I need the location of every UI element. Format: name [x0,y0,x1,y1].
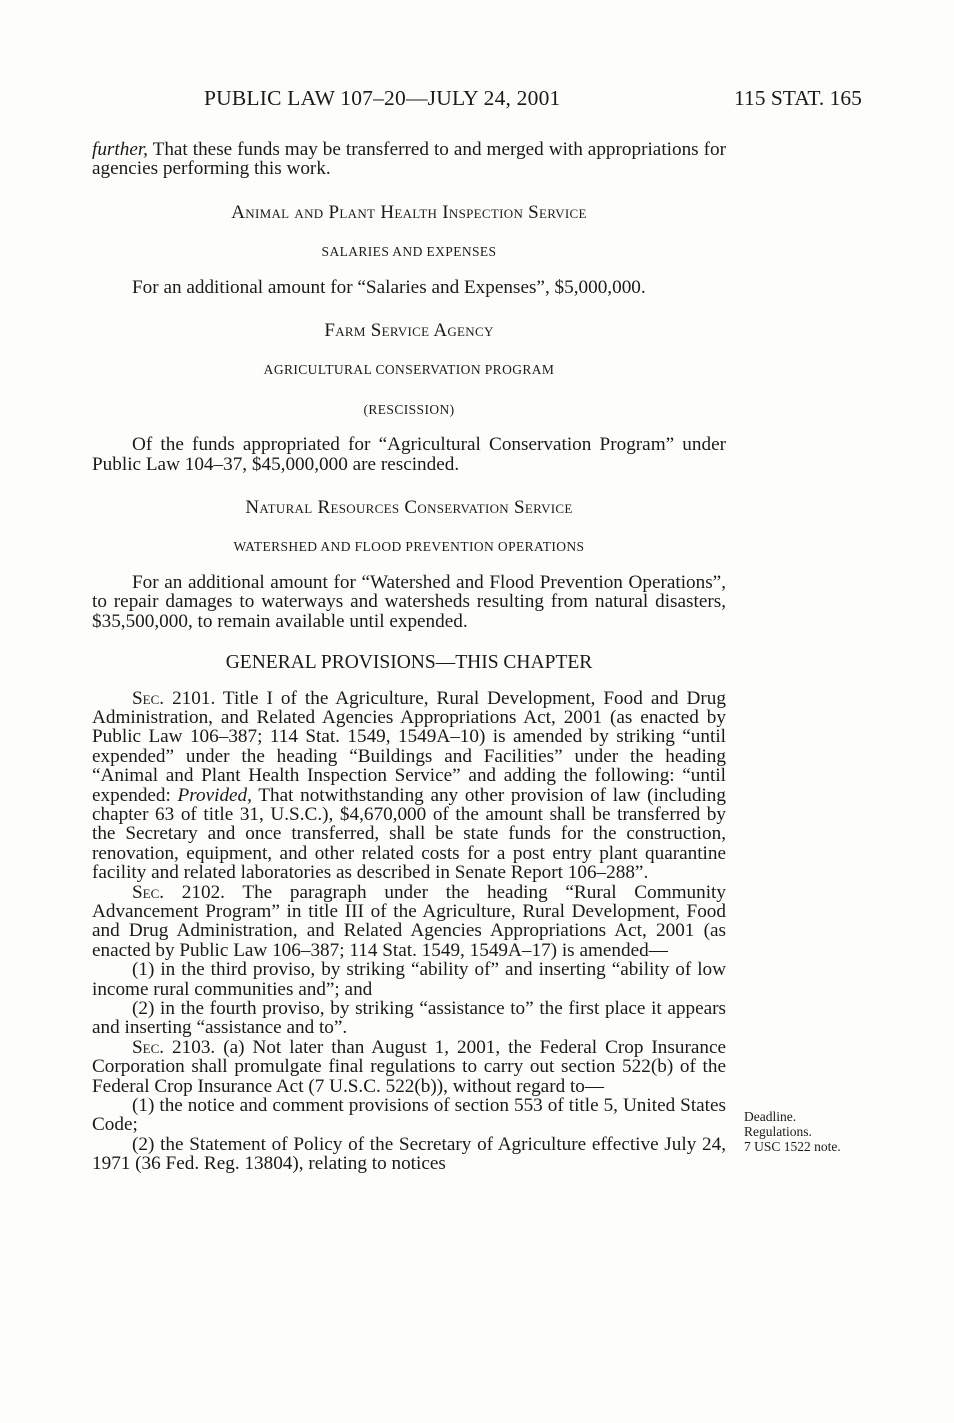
aphis-agency-heading: Animal and Plant Health Inspection Service [231,201,587,223]
intro-lead: further, [92,139,148,160]
section-2103-item-2: (2) the Statement of Policy of the Secretary of Agriculture effective July 24, 1971 (36 Fed. Reg. 13804), relating to notices [92,1133,726,1175]
section-2102-text: The paragraph under the heading “Rural Community Advancement Program” in title III of the Agriculture, Rural Development, Food and Drug Administration, and Related Agencies Appropriations Act, 2001 (as enacted by Public Law 106–387; 114 Stat. 1549, 1549A–17) is amended— [92,881,726,961]
intro-paragraph [92,140,726,179]
intro-text: That these funds may be transferred to and merged with appropriations for agencies performing this work. [92,139,726,180]
page-stat-reference: 115 STAT. 165 [734,86,862,110]
nrcs-agency-heading: Natural Resources Conservation Service [245,497,573,519]
fsa-rescission-heading: (RESCISSION) [363,401,455,417]
general-provisions-heading: GENERAL PROVISIONS—THIS CHAPTER [225,652,593,674]
aphis-paragraph: For an additional amount for “Salaries and Expenses”, $5,000,000. [132,276,646,298]
fsa-paragraph: Of the funds appropriated for “Agricultural Conservation Program” under Public Law 104–37, $45,000,000 are rescinded. [92,434,726,475]
section-2102 [92,883,726,961]
section-2101-label: Sec. 2101. [132,687,216,709]
margin-note-regulations: Regulations. [744,1124,812,1139]
section-2101-proviso: Provided, [177,784,252,806]
section-2103-text: (a) Not later than August 1, 2001, the Federal Crop Insurance Corporation shall promulgate final regulations to carry out section 522(b) of the Federal Crop Insurance Act (7 U.S.C. 522(b)), without regard to— [92,1036,726,1097]
nrcs-paragraph: For an additional amount for “Watershed and Flood Prevention Operations”, to repair damages to waterways and watersheds resulting from natural disasters, $35,500,000, to remain available until expended. [92,571,726,632]
fsa-agency-heading: Farm Service Agency [324,320,494,342]
running-head-title: PUBLIC LAW 107–20—JULY 24, 2001 [204,86,561,110]
section-2103 [92,1038,726,1096]
section-2103-label: Sec. 2103. [132,1036,216,1058]
section-2102-item-1: (1) in the third proviso, by striking “ability of” and inserting “ability of low income rural communities and”; and [92,959,726,1000]
margin-note [744,1109,894,1154]
aphis-account-heading: SALARIES AND EXPENSES [321,244,497,260]
section-2103-item-1: (1) the notice and comment provisions of section 553 of title 5, United States Code; [92,1095,726,1136]
section-2101 [92,689,726,883]
margin-note-usc: 7 USC 1522 note. [744,1139,841,1154]
section-2102-item-2: (2) in the fourth proviso, by striking “assistance to” the first place it appears and inserting “assistance and to”. [92,998,726,1039]
nrcs-account-heading: WATERSHED AND FLOOD PREVENTION OPERATIONS [233,539,585,555]
margin-note-deadline: Deadline. [744,1109,797,1124]
section-2101-text-a: Title I of the Agriculture, Rural Development, Food and Drug Administration, and Related Agencies Appropriations Act, 2001 (as enacted by Public Law 106–387; 114 Stat. 1549, 1549A–10) is amended by striking “until expended” under the heading “Buildings and Facilities” under the heading “Animal and Plant Health Inspection Service” and adding the following: “until expended: [92,687,726,806]
section-2102-label: Sec. 2102. [132,881,225,903]
document-body [92,140,726,1174]
fsa-account-heading: AGRICULTURAL CONSERVATION PROGRAM [263,362,555,378]
section-2101-text-b: That notwithstanding any other provision of law (including chapter 63 of title 31, U.S.C.), $4,670,000 of the amount shall be transferred by the Secretary and once transferred, shall be state funds for the construction, renovation, equipment, and other related costs for a post entry plant quarantine facility and related laboratories as described in Senate Report 106–288”. [92,784,726,884]
